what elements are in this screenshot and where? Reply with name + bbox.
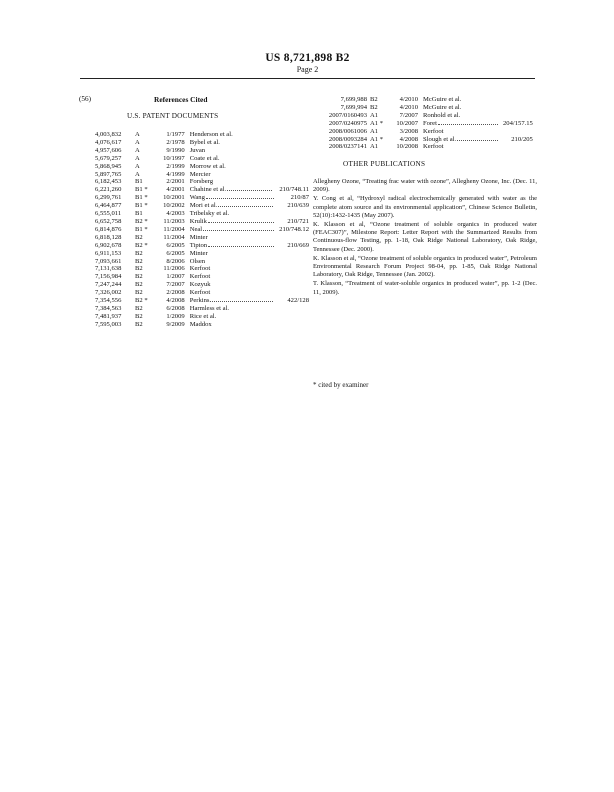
reference-class: 210/87	[290, 194, 309, 202]
reference-kind: A	[134, 138, 140, 146]
reference-number: 6,911,153	[95, 249, 122, 257]
reference-class: 210/205	[511, 135, 533, 143]
publication-entry: T. Klasson, “Treatment of water-soluble organics in produced water”, pp. 1-2 (Dec. 11, 2009).	[313, 280, 537, 296]
reference-kind: A	[134, 162, 140, 170]
leader-dots	[227, 186, 272, 191]
reference-class	[279, 273, 309, 281]
reference-kind: B1 *	[134, 186, 148, 194]
reference-row	[95, 171, 309, 179]
reference-kind: B2	[134, 233, 143, 241]
reference-name-cell	[190, 171, 279, 179]
reference-name-cell	[423, 96, 503, 104]
reference-row	[95, 305, 309, 313]
reference-kind: B1	[134, 178, 143, 186]
reference-date: 9/2009	[166, 320, 185, 328]
reference-kind: B1	[134, 210, 143, 218]
reference-kind: B2 *	[134, 297, 148, 305]
reference-row	[95, 250, 309, 258]
reference-row	[95, 265, 309, 273]
reference-row	[95, 273, 309, 281]
reference-kind: A	[134, 131, 140, 138]
reference-number: 7,131,638	[95, 265, 122, 273]
reference-kind: A	[134, 170, 140, 178]
reference-name-cell	[190, 321, 279, 329]
reference-kind: A	[134, 154, 140, 162]
reference-name: Neal	[189, 225, 203, 233]
reference-row	[95, 313, 309, 321]
reference-class: 210/748.12	[279, 225, 309, 233]
reference-class	[279, 289, 309, 297]
reference-name-cell	[190, 242, 279, 250]
reference-date: 7/2007	[399, 111, 418, 119]
reference-date: 10/2007	[396, 119, 418, 127]
reference-name-cell	[190, 273, 279, 281]
reference-date: 8/2006	[166, 257, 185, 265]
reference-name: Chahine et al.	[189, 186, 227, 194]
reference-row	[95, 321, 309, 329]
cited-by-examiner-note: * cited by examiner	[313, 381, 369, 389]
reference-name: Kerfoot	[189, 273, 211, 281]
reference-kind: B2	[134, 273, 143, 281]
reference-number: 6,652,758	[95, 217, 122, 225]
reference-date: 4/1999	[166, 170, 185, 178]
reference-row	[95, 139, 309, 147]
reference-name: Kozyuk	[189, 281, 211, 289]
reference-number: 2008/0061006	[328, 127, 367, 135]
reference-date: 11/2006	[163, 265, 185, 273]
reference-name-cell	[190, 297, 279, 305]
reference-row	[313, 96, 533, 104]
reference-name-cell	[190, 258, 279, 266]
reference-name-cell	[190, 313, 279, 321]
reference-name-cell	[190, 131, 279, 139]
reference-class	[279, 258, 309, 266]
reference-name: Coate et al.	[189, 154, 220, 162]
publication-entry: K. Klasson et al, “Ozone treatment of soluble organics in produced water”, Petroleum Environmental Research Forum Project 98-04, pp. 1-85, Oak Ridge National Laboratory, Oak Ridge, Tennessee (Jan. 2002).	[313, 254, 537, 279]
reference-name-cell	[190, 139, 279, 147]
reference-row	[95, 178, 309, 186]
reference-number: 7,156,984	[95, 273, 122, 281]
reference-name-cell	[190, 265, 279, 273]
reference-name: Harmless et al.	[189, 304, 230, 312]
reference-name-cell	[423, 120, 503, 128]
reference-number: 6,221,260	[95, 186, 122, 194]
reference-class	[279, 139, 309, 147]
reference-name: Bybel et al.	[189, 138, 220, 146]
reference-row	[313, 104, 533, 112]
reference-class: 210/721	[287, 217, 309, 225]
references-heading: References Cited	[154, 95, 208, 104]
reference-row	[95, 147, 309, 155]
reference-class: 210/639	[287, 202, 309, 210]
publication-entry: Allegheny Ozone, “Treating frac water with ozone”, Allegheny Ozone, Inc. (Dec. 11, 2009).	[313, 178, 537, 194]
reference-class: 210/669	[287, 241, 309, 249]
reference-date: 2/1978	[166, 138, 185, 146]
reference-number: 4,957,606	[95, 146, 122, 154]
reference-row	[313, 128, 533, 136]
leader-dots	[438, 120, 498, 125]
reference-number: 2008/0093284	[328, 135, 367, 143]
reference-name-cell	[423, 143, 503, 151]
reference-class	[279, 155, 309, 163]
reference-name-cell	[423, 136, 503, 144]
reference-name-cell	[190, 163, 279, 171]
reference-name: Kerfoot	[189, 265, 211, 273]
reference-row	[95, 131, 309, 139]
reference-number: 6,814,876	[95, 225, 122, 233]
leader-dots	[208, 218, 274, 223]
reference-kind: B2 *	[134, 217, 148, 225]
reference-class	[279, 131, 309, 139]
reference-date: 10/2008	[396, 143, 418, 151]
reference-row	[95, 297, 309, 305]
reference-number: 7,595,003	[95, 320, 122, 328]
reference-date: 1/2007	[166, 273, 185, 281]
reference-row	[95, 242, 309, 250]
reference-kind: B1 *	[134, 194, 148, 202]
patent-number: US 8,721,898 B2	[265, 52, 350, 64]
reference-date: 11/2004	[163, 225, 185, 233]
reference-class	[279, 250, 309, 258]
section-number: (56)	[79, 95, 91, 103]
reference-name: Tribelsky et al.	[189, 210, 230, 218]
reference-name-cell	[190, 186, 279, 194]
reference-name-cell	[423, 104, 503, 112]
reference-class	[279, 234, 309, 242]
reference-name: Minter	[189, 233, 208, 241]
reference-date: 4/2008	[166, 297, 185, 305]
reference-row	[313, 120, 533, 128]
reference-name-cell	[190, 210, 279, 218]
header-rule	[80, 78, 535, 79]
reference-number: 6,182,453	[95, 178, 122, 186]
reference-class	[503, 112, 533, 120]
reference-row	[95, 186, 309, 194]
reference-row	[95, 202, 309, 210]
reference-kind: B2	[134, 312, 143, 320]
reference-row	[95, 258, 309, 266]
reference-row	[95, 289, 309, 297]
reference-name-cell	[190, 305, 279, 313]
leader-dots	[206, 194, 274, 199]
reference-row	[313, 143, 533, 151]
reference-name: McGuire et al.	[423, 96, 462, 103]
reference-date: 4/2010	[399, 103, 418, 111]
reference-kind: B2	[134, 320, 143, 328]
reference-number: 6,818,128	[95, 233, 122, 241]
reference-date: 11/2004	[163, 233, 185, 241]
reference-date: 6/2005	[166, 241, 185, 249]
reference-name-cell	[190, 250, 279, 258]
reference-date: 3/2008	[399, 127, 418, 135]
reference-kind: B1 *	[134, 202, 148, 210]
reference-name-cell	[190, 226, 279, 234]
reference-name: Rice et al.	[189, 312, 217, 320]
reference-row	[313, 112, 533, 120]
reference-kind: A1 *	[370, 135, 384, 143]
reference-class: 210/748.11	[279, 186, 309, 194]
reference-name-cell	[190, 234, 279, 242]
reference-kind: B2	[134, 304, 143, 312]
reference-kind: A1	[370, 111, 379, 119]
reference-class	[503, 96, 533, 104]
reference-class	[279, 321, 309, 329]
reference-row	[313, 136, 533, 144]
reference-kind: B2	[134, 249, 143, 257]
reference-name-cell	[190, 178, 279, 186]
reference-name: McGuire et al.	[423, 103, 462, 111]
reference-name-cell	[190, 155, 279, 163]
reference-row	[95, 163, 309, 171]
reference-name: Kerfoot	[423, 143, 444, 151]
reference-date: 9/1990	[166, 146, 185, 154]
reference-name: Ronhold et al.	[423, 111, 461, 119]
reference-number: 7,326,002	[95, 289, 122, 297]
reference-kind: B2	[134, 289, 143, 297]
reference-row	[95, 281, 309, 289]
reference-number: 2007/0160493	[328, 111, 367, 119]
reference-date: 10/2002	[163, 202, 185, 210]
reference-row	[95, 210, 309, 218]
left-references-table	[95, 131, 309, 329]
reference-class	[279, 313, 309, 321]
reference-kind: B2	[370, 96, 378, 103]
reference-name: Morrow et al.	[189, 162, 226, 170]
reference-kind: B2 *	[134, 241, 148, 249]
reference-number: 7,699,988	[340, 96, 367, 103]
reference-name: Juvan	[189, 146, 206, 154]
reference-number: 6,464,877	[95, 202, 122, 210]
reference-name: Slough et al.	[423, 135, 457, 143]
reference-number: 2007/0240975	[328, 119, 367, 127]
reference-number: 6,902,678	[95, 241, 122, 249]
reference-date: 4/2001	[166, 186, 185, 194]
leader-dots	[208, 242, 274, 247]
reference-name-cell	[190, 218, 279, 226]
reference-row	[95, 226, 309, 234]
reference-name: Olsen	[189, 257, 206, 265]
reference-kind: B2	[370, 103, 378, 111]
reference-name: Henderson et al.	[189, 131, 233, 138]
reference-number: 5,897,765	[95, 170, 122, 178]
reference-date: 11/2003	[163, 217, 185, 225]
reference-name: Mercier	[189, 170, 211, 178]
reference-number: 7,247,244	[95, 281, 122, 289]
reference-number: 4,076,617	[95, 138, 122, 146]
reference-name: Foret	[423, 119, 437, 127]
reference-class	[279, 147, 309, 155]
reference-row	[95, 218, 309, 226]
other-publications-list	[313, 178, 537, 298]
reference-date: 10/2001	[163, 194, 185, 202]
reference-kind: A1	[370, 143, 379, 151]
reference-date: 6/2008	[166, 304, 185, 312]
reference-class: 422/128	[287, 297, 309, 305]
publication-entry: K. Klasson et al, “Ozone treatment of soluble organics in produced water (FEAC307)”, Milestone Report: Letter Report with the Summarized Results from Continuous-flow Testing, pp. 1-18, Oak Ridge National Laboratory, Oak Ridge, Tennessee (Dec. 2000).	[313, 221, 537, 253]
reference-class	[503, 104, 533, 112]
reference-class	[279, 265, 309, 273]
reference-number: 7,354,556	[95, 297, 122, 305]
reference-number: 6,555,011	[95, 210, 122, 218]
reference-name: Wang	[189, 194, 205, 202]
reference-name-cell	[190, 202, 279, 210]
reference-name-cell	[190, 289, 279, 297]
reference-row	[95, 234, 309, 242]
reference-number: 5,679,257	[95, 154, 122, 162]
reference-name: Maddox	[189, 320, 212, 328]
reference-date: 4/2008	[399, 135, 418, 143]
reference-date: 6/2005	[166, 249, 185, 257]
other-publications-heading: OTHER PUBLICATIONS	[343, 160, 426, 168]
reference-name: Kerfoot	[423, 127, 444, 135]
reference-row	[95, 155, 309, 163]
reference-date: 2/2008	[166, 289, 185, 297]
leader-dots	[210, 297, 273, 302]
reference-kind: B1 *	[134, 225, 148, 233]
reference-class	[279, 163, 309, 171]
reference-name: Tipton	[189, 241, 208, 249]
reference-class	[503, 143, 533, 151]
reference-number: 7,384,563	[95, 304, 122, 312]
right-references-table	[313, 96, 533, 151]
reference-date: 4/2010	[399, 96, 418, 103]
publication-entry: Y. Cong et al, “Hydroxyl radical electrochemically generated with water as the complete atom source and its environmental application”, Chinese Science Bulletin, 52(10):1432-1435 (May 2007).	[313, 195, 537, 219]
reference-date: 1/2009	[166, 312, 185, 320]
reference-name-cell	[190, 147, 279, 155]
leader-dots	[218, 202, 273, 207]
reference-number: 7,699,994	[340, 103, 367, 111]
us-patent-documents-heading: U.S. PATENT DOCUMENTS	[127, 112, 219, 120]
leader-dots	[203, 226, 274, 231]
reference-name: Mori et al.	[189, 202, 218, 210]
page-header	[80, 52, 535, 74]
leader-dots	[457, 136, 498, 141]
reference-number: 5,868,945	[95, 162, 122, 170]
reference-class	[279, 178, 309, 186]
reference-kind: B2	[134, 265, 143, 273]
reference-class	[503, 128, 533, 136]
reference-date: 2/2001	[166, 178, 185, 186]
reference-name-cell	[190, 194, 279, 202]
reference-number: 6,299,761	[95, 194, 122, 202]
reference-number: 4,003,832	[95, 131, 122, 138]
reference-date: 10/1997	[163, 154, 185, 162]
reference-name: Minter	[189, 249, 208, 257]
reference-name: Perkins	[189, 297, 210, 305]
reference-date: 2/1999	[166, 162, 185, 170]
reference-kind: A1 *	[370, 119, 384, 127]
reference-number: 7,481,937	[95, 312, 122, 320]
reference-row	[95, 194, 309, 202]
reference-name: Forsberg	[189, 178, 214, 186]
reference-date: 7/2007	[166, 281, 185, 289]
reference-number: 7,093,661	[95, 257, 122, 265]
reference-name-cell	[190, 281, 279, 289]
reference-class	[279, 171, 309, 179]
reference-kind: B2	[134, 257, 143, 265]
reference-class	[279, 305, 309, 313]
reference-number: 2008/0237141	[328, 143, 367, 151]
reference-kind: A1	[370, 127, 379, 135]
reference-name: Kerfoot	[189, 289, 211, 297]
reference-name-cell	[423, 112, 503, 120]
reference-date: 1/1977	[166, 131, 185, 138]
reference-class	[279, 210, 309, 218]
reference-date: 4/2003	[166, 210, 185, 218]
reference-kind: A	[134, 146, 140, 154]
page-label: Page 2	[296, 65, 319, 74]
reference-class	[279, 281, 309, 289]
reference-name-cell	[423, 128, 503, 136]
reference-class: 204/157.15	[503, 119, 533, 127]
reference-kind: B2	[134, 281, 143, 289]
reference-name: Krulik	[189, 217, 207, 225]
